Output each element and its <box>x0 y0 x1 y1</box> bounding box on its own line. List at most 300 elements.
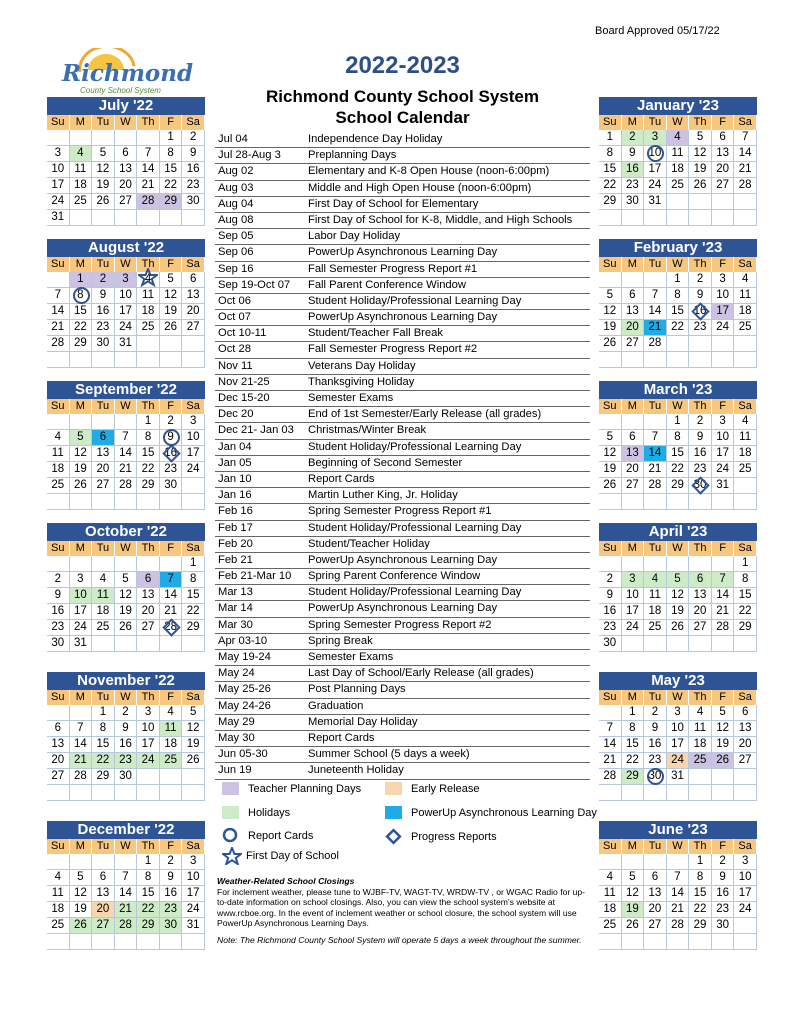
event-date: Jul 28-Aug 3 <box>218 149 281 162</box>
weekday-header: Tu <box>644 257 667 272</box>
empty-day-cell <box>160 210 183 226</box>
event-row <box>215 197 590 213</box>
day-cell: 3 <box>712 272 735 288</box>
day-cell: 26 <box>712 753 735 769</box>
empty-day-cell <box>182 336 205 352</box>
empty-day-cell <box>599 414 622 430</box>
day-cell: 30 <box>599 636 622 652</box>
day-cell: 15 <box>667 304 690 320</box>
day-cell: 8 <box>734 572 757 588</box>
day-cell: 7 <box>70 721 93 737</box>
empty-day-cell <box>644 272 667 288</box>
month-calendar <box>47 821 205 950</box>
day-cell: 11 <box>689 721 712 737</box>
day-cell: 12 <box>689 146 712 162</box>
event-date: Jun 05-30 <box>218 748 268 761</box>
day-cell: 24 <box>712 320 735 336</box>
day-cell: 1 <box>137 854 160 870</box>
event-date: Feb 16 <box>218 505 253 518</box>
day-cell: 1 <box>734 556 757 572</box>
month-title: July '22 <box>47 97 205 115</box>
day-cell: 18 <box>47 902 70 918</box>
day-cell: 12 <box>622 886 645 902</box>
day-cell: 10 <box>182 870 205 886</box>
weekday-header: W <box>115 690 138 705</box>
weekday-header: Sa <box>734 399 757 414</box>
weekday-header: Th <box>137 115 160 130</box>
day-cell: 13 <box>47 737 70 753</box>
event-row <box>215 148 590 164</box>
empty-day-cell <box>689 352 712 368</box>
day-cell: 29 <box>137 478 160 494</box>
day-cell: 19 <box>689 162 712 178</box>
weekday-header: W <box>115 115 138 130</box>
weekday-header: Tu <box>92 257 115 272</box>
event-description: Student Holiday/Professional Learning Day <box>308 294 522 307</box>
event-row <box>215 763 590 779</box>
event-date: Feb 21 <box>218 553 253 566</box>
empty-day-cell <box>70 556 93 572</box>
event-row <box>215 569 590 585</box>
event-description: Semester Exams <box>308 392 394 404</box>
weekday-header: M <box>70 257 93 272</box>
weekday-header: Tu <box>644 115 667 130</box>
day-cell: 26 <box>70 918 93 934</box>
day-cell: 11 <box>92 588 115 604</box>
day-cell: 2 <box>689 414 712 430</box>
day-cell: 22 <box>599 178 622 194</box>
event-row <box>215 747 590 763</box>
event-row <box>215 715 590 731</box>
day-cell: 31 <box>115 336 138 352</box>
empty-day-cell <box>160 769 183 785</box>
weekday-header: Su <box>599 839 622 854</box>
month-grid <box>599 690 757 801</box>
event-row <box>215 229 590 245</box>
day-cell: 17 <box>182 446 205 462</box>
day-cell: 11 <box>47 886 70 902</box>
day-cell: 16 <box>92 304 115 320</box>
event-row <box>215 553 590 569</box>
first-day-star-icon <box>222 847 242 865</box>
day-cell: 8 <box>137 430 160 446</box>
empty-day-cell <box>599 556 622 572</box>
day-cell: 27 <box>734 753 757 769</box>
event-row <box>215 585 590 601</box>
month-title: May '23 <box>599 672 757 690</box>
empty-day-cell <box>734 478 757 494</box>
empty-day-cell <box>160 352 183 368</box>
weekday-header: Sa <box>182 115 205 130</box>
day-cell: 12 <box>115 588 138 604</box>
empty-day-cell <box>92 494 115 510</box>
day-cell: 24 <box>70 620 93 636</box>
day-cell: 9 <box>160 870 183 886</box>
day-cell: 14 <box>70 737 93 753</box>
day-cell: 26 <box>70 478 93 494</box>
empty-day-cell <box>137 556 160 572</box>
empty-day-cell <box>622 785 645 801</box>
weekday-header: Tu <box>92 541 115 556</box>
empty-day-cell <box>137 336 160 352</box>
day-cell: 20 <box>137 604 160 620</box>
day-cell: 3 <box>115 272 138 288</box>
empty-day-cell <box>689 934 712 950</box>
empty-day-cell <box>47 556 70 572</box>
day-cell: 30 <box>115 769 138 785</box>
day-cell: 5 <box>182 705 205 721</box>
day-cell: 19 <box>70 902 93 918</box>
event-date: Dec 15-20 <box>218 392 270 404</box>
empty-day-cell <box>644 854 667 870</box>
weekday-header: M <box>622 257 645 272</box>
day-cell: 6 <box>622 430 645 446</box>
event-row <box>215 440 590 456</box>
day-cell: 21 <box>644 320 667 336</box>
day-cell: 15 <box>137 886 160 902</box>
day-cell: 11 <box>160 721 183 737</box>
weekday-header: Th <box>137 399 160 414</box>
event-date: Mar 30 <box>218 618 253 631</box>
day-cell: 21 <box>115 462 138 478</box>
day-cell: 27 <box>689 620 712 636</box>
event-description: Beginning of Second Semester <box>308 456 463 469</box>
powerup-swatch <box>385 806 402 819</box>
day-cell: 25 <box>47 918 70 934</box>
day-cell: 27 <box>644 918 667 934</box>
event-row <box>215 601 590 617</box>
event-row <box>215 359 590 375</box>
day-cell: 16 <box>115 737 138 753</box>
day-cell: 29 <box>137 918 160 934</box>
day-cell: 14 <box>667 886 690 902</box>
day-cell: 10 <box>734 870 757 886</box>
month-title: September '22 <box>47 381 205 399</box>
month-title: August '22 <box>47 239 205 257</box>
month-calendar <box>599 381 757 510</box>
day-cell: 7 <box>115 430 138 446</box>
month-calendar <box>47 523 205 652</box>
event-row <box>215 537 590 553</box>
day-cell: 23 <box>689 320 712 336</box>
day-cell: 4 <box>47 430 70 446</box>
empty-day-cell <box>182 478 205 494</box>
day-cell: 5 <box>689 130 712 146</box>
legend-powerup <box>385 806 597 819</box>
month-grid <box>599 399 757 510</box>
month-calendar <box>599 672 757 801</box>
day-cell: 26 <box>599 478 622 494</box>
empty-day-cell <box>712 556 735 572</box>
day-cell: 4 <box>70 146 93 162</box>
day-cell: 15 <box>689 886 712 902</box>
day-cell: 11 <box>137 288 160 304</box>
event-description: Memorial Day Holiday <box>308 715 418 728</box>
day-cell: 15 <box>599 162 622 178</box>
empty-day-cell <box>137 934 160 950</box>
event-row <box>215 342 590 358</box>
empty-day-cell <box>115 414 138 430</box>
event-date: Nov 11 <box>218 359 253 372</box>
day-cell: 27 <box>182 320 205 336</box>
day-cell: 6 <box>137 572 160 588</box>
day-cell: 2 <box>622 130 645 146</box>
event-description: Report Cards <box>308 731 375 744</box>
day-cell: 1 <box>667 414 690 430</box>
empty-day-cell <box>734 494 757 510</box>
day-cell: 22 <box>70 320 93 336</box>
day-cell: 21 <box>644 462 667 478</box>
day-cell: 17 <box>115 304 138 320</box>
day-cell: 29 <box>92 769 115 785</box>
day-cell: 3 <box>734 854 757 870</box>
event-description: PowerUp Asynchronous Learning Day <box>308 311 498 324</box>
day-cell: 12 <box>92 162 115 178</box>
weekday-header: Th <box>137 541 160 556</box>
day-cell: 25 <box>47 478 70 494</box>
day-cell: 13 <box>622 304 645 320</box>
empty-day-cell <box>644 785 667 801</box>
day-cell: 15 <box>622 737 645 753</box>
day-cell: 1 <box>70 272 93 288</box>
event-date: Sep 05 <box>218 230 254 243</box>
day-cell: 2 <box>599 572 622 588</box>
event-date: Jan 05 <box>218 456 252 469</box>
day-cell: 18 <box>667 162 690 178</box>
event-description: Student/Teacher Holiday <box>308 537 430 550</box>
day-cell: 24 <box>182 902 205 918</box>
day-cell: 14 <box>644 446 667 462</box>
day-cell: 21 <box>734 162 757 178</box>
event-date: May 25-26 <box>218 683 271 696</box>
day-cell: 24 <box>667 753 690 769</box>
day-cell: 30 <box>92 336 115 352</box>
day-cell: 4 <box>92 572 115 588</box>
day-cell: 21 <box>47 320 70 336</box>
day-cell: 4 <box>689 705 712 721</box>
event-date: Feb 21-Mar 10 <box>218 570 292 583</box>
day-cell: 21 <box>115 902 138 918</box>
month-grid <box>47 839 205 950</box>
weekday-header: W <box>667 541 690 556</box>
empty-day-cell <box>689 336 712 352</box>
empty-day-cell <box>734 934 757 950</box>
day-cell: 5 <box>115 572 138 588</box>
month-title: November '22 <box>47 672 205 690</box>
day-cell: 1 <box>182 556 205 572</box>
empty-day-cell <box>70 494 93 510</box>
month-calendar <box>599 821 757 950</box>
weekday-header: F <box>160 690 183 705</box>
event-date: May 29 <box>218 715 255 728</box>
report-card-circle-icon <box>222 828 239 843</box>
empty-day-cell <box>734 636 757 652</box>
day-cell: 17 <box>182 886 205 902</box>
day-cell: 28 <box>47 336 70 352</box>
empty-day-cell <box>70 210 93 226</box>
empty-day-cell <box>47 705 70 721</box>
event-description: End of 1st Semester/Early Release (all grades) <box>308 408 542 421</box>
day-cell: 20 <box>92 462 115 478</box>
event-row <box>215 521 590 537</box>
weekday-header: Th <box>689 257 712 272</box>
empty-day-cell <box>92 210 115 226</box>
day-cell: 13 <box>689 588 712 604</box>
day-cell: 2 <box>712 854 735 870</box>
empty-day-cell <box>70 130 93 146</box>
day-cell: 30 <box>182 194 205 210</box>
event-description: Report Cards <box>308 472 375 485</box>
page-title <box>230 86 575 128</box>
event-description: PowerUp Asynchronous Learning Day <box>308 553 498 566</box>
day-cell: 6 <box>92 430 115 446</box>
day-cell: 19 <box>599 462 622 478</box>
weekday-header: Tu <box>92 115 115 130</box>
month-calendar <box>47 239 205 368</box>
day-cell: 8 <box>70 288 93 304</box>
empty-day-cell <box>667 556 690 572</box>
empty-day-cell <box>92 556 115 572</box>
event-row <box>215 699 590 715</box>
month-grid <box>47 541 205 652</box>
empty-day-cell <box>47 854 70 870</box>
empty-day-cell <box>182 210 205 226</box>
event-row <box>215 731 590 747</box>
day-cell: 9 <box>689 430 712 446</box>
weekday-header: W <box>667 257 690 272</box>
day-cell: 8 <box>92 721 115 737</box>
day-cell: 24 <box>47 194 70 210</box>
weekday-header: Tu <box>644 690 667 705</box>
empty-day-cell <box>115 854 138 870</box>
day-cell: 29 <box>182 620 205 636</box>
legend-first-day <box>222 847 339 865</box>
empty-day-cell <box>70 705 93 721</box>
day-cell: 29 <box>622 769 645 785</box>
month-title: June '23 <box>599 821 757 839</box>
empty-day-cell <box>712 636 735 652</box>
empty-day-cell <box>644 556 667 572</box>
day-cell: 17 <box>47 178 70 194</box>
empty-day-cell <box>734 352 757 368</box>
day-cell: 26 <box>92 194 115 210</box>
day-cell: 25 <box>70 194 93 210</box>
day-cell: 24 <box>137 753 160 769</box>
weekday-header: W <box>115 839 138 854</box>
teacher-planning-swatch <box>222 782 239 795</box>
empty-day-cell <box>182 785 205 801</box>
legend-label: Teacher Planning Days <box>248 782 362 795</box>
event-row <box>215 164 590 180</box>
day-cell: 20 <box>182 304 205 320</box>
legend-holidays <box>222 806 290 819</box>
weekday-header: M <box>70 115 93 130</box>
event-date: Aug 02 <box>218 165 254 178</box>
legend-progress-reports <box>385 828 497 845</box>
empty-day-cell <box>622 210 645 226</box>
day-cell: 29 <box>734 620 757 636</box>
empty-day-cell <box>712 494 735 510</box>
day-cell: 15 <box>70 304 93 320</box>
empty-day-cell <box>137 494 160 510</box>
holiday-swatch <box>222 806 239 819</box>
day-cell: 11 <box>644 588 667 604</box>
day-cell: 31 <box>712 478 735 494</box>
day-cell: 6 <box>47 721 70 737</box>
empty-day-cell <box>644 636 667 652</box>
month-calendar <box>47 97 205 226</box>
empty-day-cell <box>622 636 645 652</box>
event-row <box>215 634 590 650</box>
event-date: Oct 06 <box>218 294 251 307</box>
day-cell: 14 <box>712 588 735 604</box>
day-cell: 13 <box>92 446 115 462</box>
day-cell: 3 <box>182 414 205 430</box>
month-grid <box>599 115 757 226</box>
weekday-header: Th <box>689 541 712 556</box>
school-year: 2022-2023 <box>345 52 460 79</box>
day-cell: 22 <box>689 902 712 918</box>
weekday-header: F <box>712 115 735 130</box>
event-description: Martin Luther King, Jr. Holiday <box>308 489 458 502</box>
day-cell: 28 <box>115 478 138 494</box>
day-cell: 16 <box>622 162 645 178</box>
day-cell: 18 <box>734 446 757 462</box>
month-calendar <box>599 523 757 652</box>
weekday-header: Tu <box>92 399 115 414</box>
day-cell: 9 <box>182 146 205 162</box>
day-cell: 12 <box>70 886 93 902</box>
empty-day-cell <box>644 414 667 430</box>
weekday-header: Tu <box>92 839 115 854</box>
day-cell: 20 <box>644 902 667 918</box>
empty-day-cell <box>622 854 645 870</box>
day-cell: 6 <box>115 146 138 162</box>
empty-day-cell <box>115 785 138 801</box>
early-release-swatch <box>385 782 402 795</box>
progress-report-diamond-icon <box>385 828 402 845</box>
weekday-header: Sa <box>182 839 205 854</box>
day-cell: 7 <box>644 288 667 304</box>
weekday-header: Su <box>47 839 70 854</box>
title-line-1: Richmond County School System <box>266 87 539 106</box>
day-cell: 8 <box>160 146 183 162</box>
weekday-header: Th <box>689 115 712 130</box>
empty-day-cell <box>689 194 712 210</box>
empty-day-cell <box>712 210 735 226</box>
board-approved-date: Board Approved 05/17/22 <box>595 25 720 37</box>
day-cell: 9 <box>599 588 622 604</box>
day-cell: 20 <box>734 737 757 753</box>
empty-day-cell <box>667 352 690 368</box>
day-cell: 20 <box>622 320 645 336</box>
empty-day-cell <box>47 272 70 288</box>
event-description: Student Holiday/Professional Learning Day <box>308 521 522 534</box>
weekday-header: Th <box>137 690 160 705</box>
legend-label: PowerUp Asynchronous Learning Day <box>411 806 597 819</box>
day-cell: 22 <box>667 320 690 336</box>
event-date: May 19-24 <box>218 651 271 663</box>
day-cell: 7 <box>115 870 138 886</box>
legend-label: Early Release <box>411 782 480 795</box>
day-cell: 13 <box>115 162 138 178</box>
day-cell: 9 <box>689 288 712 304</box>
event-description: Spring Semester Progress Report #2 <box>308 618 492 631</box>
day-cell: 23 <box>47 620 70 636</box>
event-description: PowerUp Asynchronous Learning Day <box>308 602 498 615</box>
empty-day-cell <box>599 705 622 721</box>
event-date: Mar 13 <box>218 586 253 599</box>
